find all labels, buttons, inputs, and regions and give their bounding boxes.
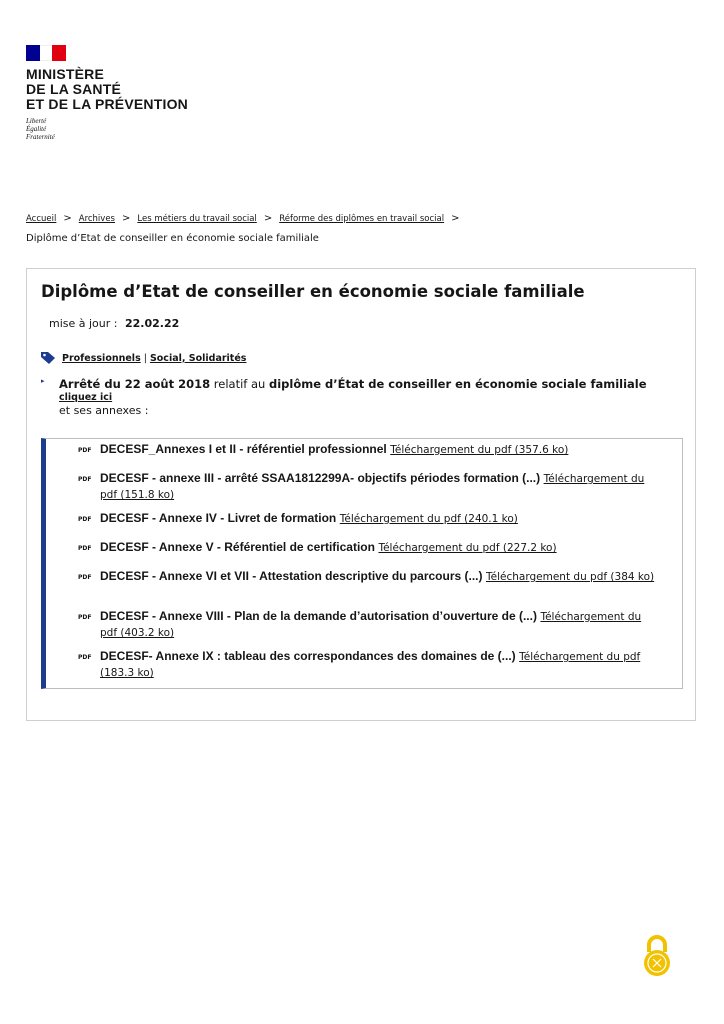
documents-list [41, 438, 683, 689]
download-link[interactable]: Téléchargement du pdf (227.2 ko) [378, 542, 557, 554]
click-here-link[interactable]: cliquez ici [59, 392, 113, 403]
annexes-text: et ses annexes : [59, 404, 149, 417]
ministry-logo [26, 45, 188, 141]
breadcrumb-link-metiers[interactable]: Les métiers du travail social [137, 213, 257, 224]
download-link[interactable]: Téléchargement du pdf (183.3 ko) [100, 651, 641, 679]
tag-social-solidarites[interactable]: Social, Solidarités [149, 352, 247, 364]
breadcrumb-link-home[interactable]: Accueil [26, 213, 57, 224]
tag-list [40, 351, 246, 365]
pdf-badge: PDF [78, 545, 92, 552]
document-title: DECESF_Annexes I et II - référentiel professionnel [100, 442, 387, 456]
bullet-icon: ▸ [41, 377, 45, 385]
pdf-badge: PDF [78, 574, 92, 581]
breadcrumb-separator: > [63, 213, 72, 224]
list-item [78, 441, 660, 458]
arrete-block [41, 377, 681, 417]
document-title: DECESF - Annexe V - Référentiel de certification [100, 540, 375, 554]
breadcrumb-link-reforme[interactable]: Réforme des diplômes en travail social [279, 213, 445, 224]
pdf-badge: PDF [78, 614, 92, 621]
republic-motto: Liberté Égalité Fraternité [26, 117, 55, 141]
list-item [78, 470, 660, 503]
download-link[interactable]: Téléchargement du pdf (357.6 ko) [390, 444, 569, 456]
breadcrumb-link-archives[interactable]: Archives [78, 213, 115, 224]
breadcrumb [26, 213, 466, 224]
arrete-text: Arrêté du 22 août 2018 relatif au diplôme d’État de conseiller en économie sociale familiale [59, 377, 647, 391]
document-title: DECESF - Annexe VI et VII - Attestation descriptive du parcours (...) [100, 569, 483, 583]
pdf-badge: PDF [78, 447, 92, 454]
ministry-name: MINISTÈRE DE LA SANTÉ ET DE LA PRÉVENTION [26, 66, 188, 112]
pdf-badge: PDF [78, 476, 92, 483]
tag-icon [40, 351, 56, 365]
pdf-badge: PDF [78, 516, 92, 523]
breadcrumb-separator: > [121, 213, 131, 224]
breadcrumb-separator: > [451, 213, 460, 224]
document-title: DECESF - Annexe VIII - Plan de la demande d’autorisation d’ouverture de (...) [100, 609, 537, 623]
list-item [78, 648, 660, 681]
update-info [49, 317, 179, 330]
article-card [26, 268, 696, 721]
document-title: DECESF - annexe III - arrêté SSAA1812299A- objectifs périodes formation (...) [100, 471, 541, 485]
tag-professionnels[interactable]: Professionnels [62, 352, 141, 364]
tag-separator: | [143, 352, 147, 364]
list-item [78, 510, 660, 527]
download-link[interactable]: Téléchargement du pdf (151.8 ko) [100, 473, 645, 501]
document-title: DECESF- Annexe IX : tableau des correspondances des domaines de (...) [100, 649, 516, 663]
update-date: 22.02.22 [125, 317, 180, 330]
list-item [78, 568, 660, 585]
download-link[interactable]: Téléchargement du pdf (403.2 ko) [100, 611, 642, 639]
update-label: mise à jour : [49, 317, 118, 330]
page-title: Diplôme d’Etat de conseiller en économie sociale familiale [41, 282, 585, 301]
list-item [78, 539, 660, 556]
marianne-flag-icon [26, 45, 66, 61]
breadcrumb-separator: > [263, 213, 273, 224]
document-title: DECESF - Annexe IV - Livret de formation [100, 511, 337, 525]
pdf-badge: PDF [78, 654, 92, 661]
download-link[interactable]: Téléchargement du pdf (240.1 ko) [339, 513, 518, 525]
list-item [78, 608, 660, 641]
download-link[interactable]: Téléchargement du pdf (384 ko) [486, 571, 655, 583]
lock-icon[interactable] [640, 932, 674, 978]
breadcrumb-current: Diplôme d’Etat de conseiller en économie sociale familiale [26, 233, 319, 244]
